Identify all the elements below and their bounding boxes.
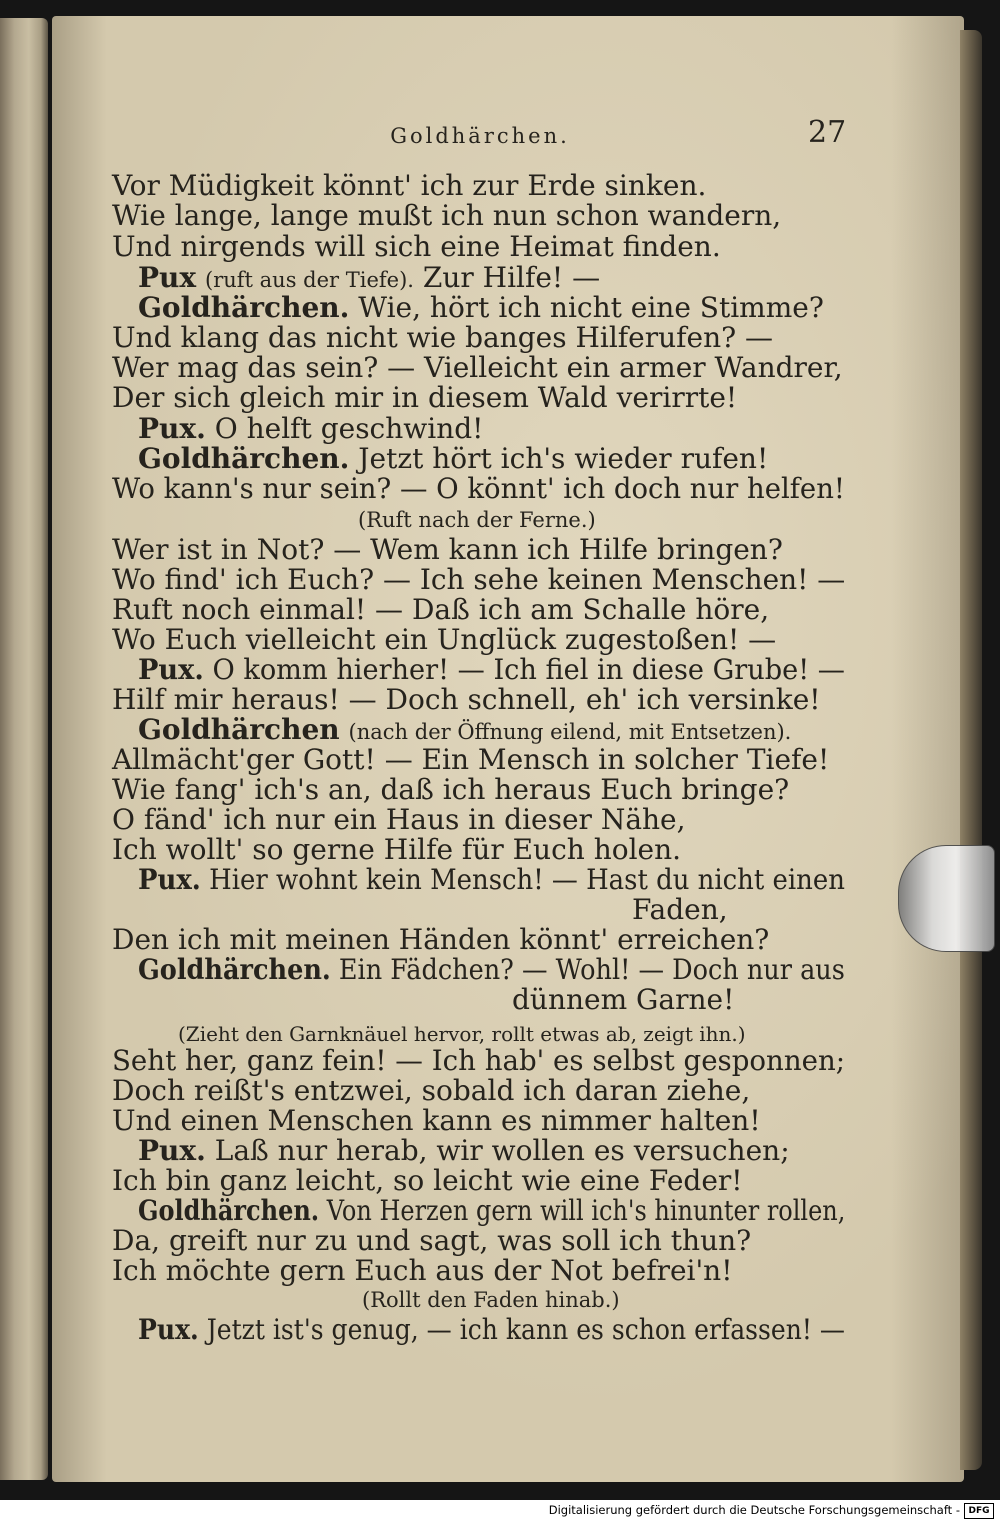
verse-line: Wo kann's nur sein? — O könnt' ich doch nur helfen! bbox=[112, 472, 845, 505]
verse-line: Wer ist in Not? — Wem kann ich Hilfe bringen? bbox=[112, 533, 783, 566]
speaker-name: Goldhärchen. bbox=[138, 1194, 320, 1227]
speaker-name: Pux bbox=[138, 261, 197, 294]
speech-line: Goldhärchen. Wie, hört ich nicht eine Stimme? bbox=[138, 291, 824, 324]
page-block-edge bbox=[960, 30, 982, 1470]
verse-line: O fänd' ich nur ein Haus in dieser Nähe, bbox=[112, 803, 686, 836]
speaker-name: Goldhärchen bbox=[138, 713, 340, 746]
running-head: Goldhärchen. bbox=[390, 124, 570, 148]
speech-line bbox=[138, 713, 792, 746]
stage-direction: (ruft aus der Tiefe). bbox=[205, 268, 414, 292]
verse-line: Wer mag das sein? — Vielleicht ein armer Wandrer, bbox=[112, 351, 843, 384]
speech-line: Goldhärchen. Von Herzen gern will ich's hinunter rollen, bbox=[138, 1194, 846, 1227]
speaker-name: Pux. bbox=[138, 1313, 199, 1346]
speech-line: Pux. O helft geschwind! bbox=[138, 412, 484, 445]
bookmark-clip bbox=[898, 845, 995, 952]
verse-line: Der sich gleich mir in diesem Wald verirrte! bbox=[112, 381, 738, 414]
verse-line: Da, greift nur zu und sagt, was soll ich thun? bbox=[112, 1224, 752, 1257]
verse-line: Ich bin ganz leicht, so leicht wie eine Feder! bbox=[112, 1164, 743, 1197]
verse-line-continuation: Faden, bbox=[632, 893, 728, 926]
verse-line: Wie fang' ich's an, daß ich heraus Euch bringe? bbox=[112, 773, 790, 806]
verse-line: Wie lange, lange mußt ich nun schon wandern, bbox=[112, 199, 782, 232]
speech-line: Goldhärchen. Ein Fädchen? — Wohl! — Doch nur aus bbox=[138, 953, 845, 986]
verse-line: Hilf mir heraus! — Doch schnell, eh' ich versinke! bbox=[112, 683, 821, 716]
verse-line: Ich wollt' so gerne Hilfe für Euch holen. bbox=[112, 833, 682, 866]
speaker-name: Pux. bbox=[138, 412, 206, 445]
speaker-name: Pux. bbox=[138, 863, 201, 896]
speaker-name: Pux. bbox=[138, 1134, 206, 1167]
page-number: 27 bbox=[808, 115, 847, 150]
speech-line: Pux (ruft aus der Tiefe). Zur Hilfe! — bbox=[138, 261, 601, 294]
verse-line: Wo Euch vielleicht ein Unglück zugestoßen! — bbox=[112, 623, 777, 656]
dfg-logo: DFG bbox=[964, 1503, 994, 1519]
speaker-name: Goldhärchen. bbox=[138, 291, 350, 324]
stage-direction: (Zieht den Garnknäuel hervor, rollt etwas ab, zeigt ihn.) bbox=[178, 1022, 746, 1046]
stage-direction: (Rollt den Faden hinab.) bbox=[362, 1288, 620, 1312]
speaker-name: Pux. bbox=[138, 653, 204, 686]
verse-line: Den ich mit meinen Händen könnt' erreichen? bbox=[112, 923, 770, 956]
speaker-name: Goldhärchen. bbox=[138, 953, 331, 986]
speech-line: Goldhärchen. Jetzt hört ich's wieder rufen! bbox=[138, 442, 769, 475]
verse-line: Und klang das nicht wie banges Hilferufen? — bbox=[112, 321, 774, 354]
verse-line: Ruft noch einmal! — Daß ich am Schalle höre, bbox=[112, 593, 770, 626]
verse-line-continuation: dünnem Garne! bbox=[512, 983, 735, 1016]
verse-line: Vor Müdigkeit könnt' ich zur Erde sinken. bbox=[112, 169, 707, 202]
verse-line: Allmächt'ger Gott! — Ein Mensch in solcher Tiefe! bbox=[112, 743, 830, 776]
left-page-edge bbox=[0, 18, 48, 1480]
speaker-name: Goldhärchen. bbox=[138, 442, 350, 475]
stage-direction: (Ruft nach der Ferne.) bbox=[358, 508, 596, 532]
verse-line: Seht her, ganz fein! — Ich hab' es selbst gesponnen; bbox=[112, 1044, 846, 1077]
speech-line: Pux. Jetzt ist's genug, — ich kann es schon erfassen! — bbox=[138, 1313, 845, 1346]
verse-line: Doch reißt's entzwei, sobald ich daran ziehe, bbox=[112, 1074, 751, 1107]
speech-line: Pux. Hier wohnt kein Mensch! — Hast du nicht einen bbox=[138, 863, 845, 896]
digitization-footer bbox=[0, 1500, 1000, 1521]
stage-direction: (nach der Öffnung eilend, mit Entsetzen). bbox=[348, 720, 792, 744]
speech-line: Pux. Laß nur herab, wir wollen es versuchen; bbox=[138, 1134, 790, 1167]
funding-credit: Digitalisierung gefördert durch die Deutsche Forschungsgemeinschaft - bbox=[548, 1503, 960, 1517]
verse-line: Ich möchte gern Euch aus der Not befrei'n! bbox=[112, 1254, 733, 1287]
verse-line: Und nirgends will sich eine Heimat finden. bbox=[112, 230, 721, 263]
verse-line: Wo find' ich Euch? — Ich sehe keinen Menschen! — bbox=[112, 563, 846, 596]
verse-line: Und einen Menschen kann es nimmer halten! bbox=[112, 1104, 761, 1137]
speech-line: Pux. O komm hierher! — Ich fiel in diese Grube! — bbox=[138, 653, 845, 686]
